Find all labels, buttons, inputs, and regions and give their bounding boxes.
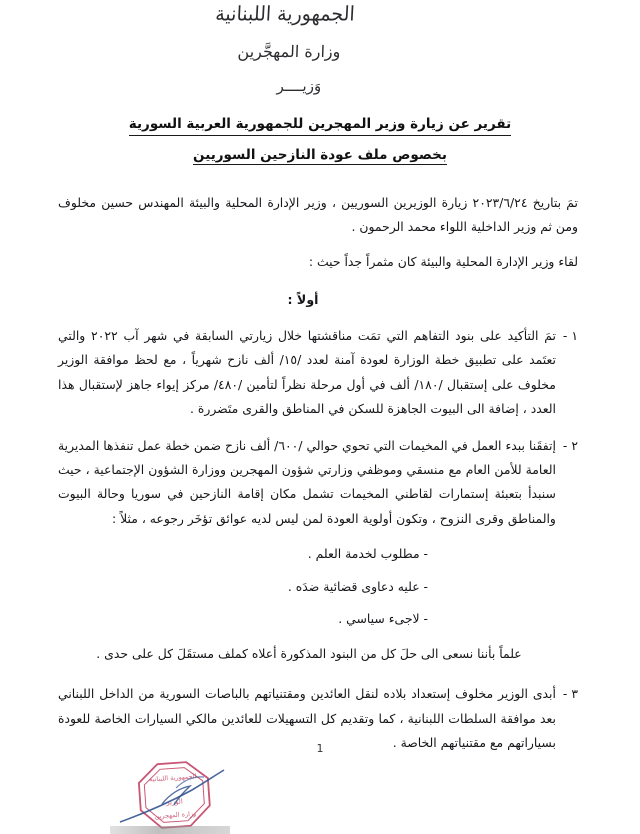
item-text: أبدى الوزير مخلوف إستعداد بلاده لنقل العائدين ومقتنياتهم بالباصات السورية من الداخل اللبناني بعد موافقة السلطات اللبنانية ، كما وتقديم كل التسهيلات للعائدين مالكي السيارات الخاصة للعودة بسياراتهم مع مقتنياتهم الخاصة .: [58, 686, 556, 750]
svg-text:وزارة المهجرين: وزارة المهجرين: [154, 809, 197, 821]
note-paragraph: علماً بأننا نسعى الى حلَ كل من البنود المذكورة أعلاه كملف مستقَلَ كل على حدى .: [96, 646, 522, 662]
numbered-item: [58, 324, 578, 421]
item-number: ٢ -: [562, 438, 578, 453]
letterhead-minister: وَزيــــر: [276, 76, 322, 95]
page-title: تقرير عن زيارة وزير المهجرين للجمهورية العربية السورية: [129, 114, 511, 136]
ministry-stamp-icon: [134, 757, 215, 832]
list-item: - عليه دعاوى قضائية ضدَه .: [287, 578, 428, 594]
document-subtitle-container: [0, 144, 640, 165]
item-number: ١ -: [562, 328, 578, 344]
section-label-first: أولاً :: [287, 291, 319, 307]
list-item: - لاجىء سياسي .: [338, 611, 428, 627]
letterhead-republic: الجمهورية اللبنانية: [214, 2, 356, 26]
item-text: تمَ التأكيد على بنود التفاهم التي تمَت مناقشتها خلال زيارتي السابقة في شهر آب ٢٠٢٢ والتي تعتَمد على تطبيق خطة الوزارة لعودة آمنة لعدد /١٥/ ألف نازح شهرياً ، مع لحظ موافقة الوزير مخلوف على إستقبال /١٨٠/ ألف في أول مرحلة نظراً لتأمين /٤٨٠/ مركز إيواء جاهز لإستقبال هذا العدد ، إضافة الى البيوت الجاهزة للسكن في المناطق والقرى متَضررة .: [58, 328, 556, 416]
list-item: - مطلوب لخدمة العلم .: [307, 545, 428, 561]
meeting-paragraph: لقاء وزير الإدارة المحلية والبيئة كان مثمراً جداً حيث :: [308, 253, 578, 269]
letterhead: [0, 0, 640, 95]
item-text: إتفقَنا ببدء العمل في المخيمات التي تحوي حوالي /٦٠٠/ ألف نازح ضمن خطة عمل تنفذها المديرية العامة للأمن العام مع منسقي وموظفي وزارتي شؤون المهجرين ووزارة الشؤون الإجتماعية ، حيث سنبدأ بتعبئة إستمارات لقاطني المخيمات تشمل مكان إقامة النازحين في سوريا وحالة البيوت والمناطق وقرى النزوح ، وتكون أولوية العودة لمن ليس لديه عوائق تؤخَر رجوعه ، مثلاً :: [58, 438, 556, 526]
stamp-signature-area: [118, 758, 268, 834]
svg-text:الوزير: الوزير: [165, 797, 183, 807]
document-title-container: [0, 113, 640, 136]
bullet-list: [58, 544, 428, 630]
letterhead-ministry: وزارة المهجَّرين: [237, 41, 341, 61]
page-number: 1: [316, 742, 324, 755]
svg-text:الجمهورية اللبنانية: الجمهورية اللبنانية: [148, 772, 197, 784]
page-subtitle: بخصوص ملف عودة النازحين السوريين: [193, 147, 447, 164]
intro-paragraph: تمَ بتاريخ ٢٠٢٣/٦/٢٤ زيارة الوزيرين السوريين ، وزير الإدارة المحلية والبيئة المهندس حسين مخلوف ومن ثم وزير الداخلية اللواء محمد الرحمون .: [58, 195, 579, 235]
item-number: ٣ -: [562, 686, 578, 702]
numbered-item: [58, 434, 578, 531]
scan-edge-artifact: [110, 826, 230, 834]
document-body: [58, 191, 578, 755]
